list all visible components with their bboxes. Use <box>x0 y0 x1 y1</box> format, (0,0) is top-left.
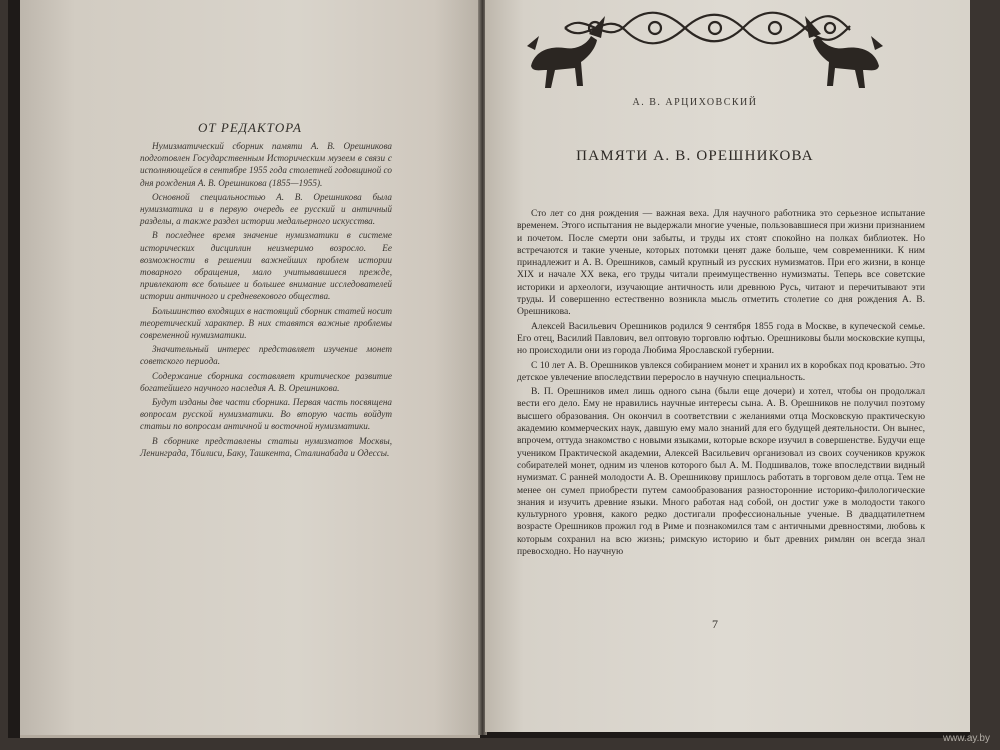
paragraph: Нумизматический сборник памяти А. В. Орешникова подготовлен Государственным Историческим музеем в связи с исполняющейся в сентябре 1955 года столетней годовщиной со дня рождения А. В. Орешникова (1855—1955). <box>140 141 392 188</box>
article-title: ПАМЯТИ А. В. ОРЕШНИКОВА <box>576 148 814 164</box>
paragraph: В последнее время значение нумизматики в системе исторических дисциплин неизмеримо возросло. Ее возможности в решении важнейших проблем истории товарного обращения, мало учитывавшиеся прежде, привлекают все большее и большее внимание исследователей истории античного и средневекового общества. <box>140 230 392 302</box>
paragraph: Большинство входящих в настоящий сборник статей носит теоретический характер. В них ставятся важные проблемы современной нумизматики. <box>140 305 392 341</box>
editor-text <box>140 140 392 461</box>
paragraph: Алексей Васильевич Орешников родился 9 сентября 1855 года в Москве, в купеческой семье. Его отец, Василий Павлович, вел оптовую торговлю юфтью. Орешниковы были московские купцы, но происходили они из города Любима Ярославской губернии. <box>517 320 925 357</box>
right-page <box>485 0 970 732</box>
paragraph: С 10 лет А. В. Орешников увлекся собиранием монет и хранил их в коробках под кроватью. Это детское увлечение впоследствии переросло в научную специальность. <box>517 359 925 383</box>
left-page <box>20 0 480 738</box>
page-number: 7 <box>712 617 718 631</box>
watermark: www.ay.by <box>942 733 990 744</box>
paragraph: В. П. Орешников имел лишь одного сына (были еще дочери) и хотел, чтобы он продолжал вести его дело. Ему не нравились научные интересы сына. А. В. Орешников не получил поэтому высшего образования. Он окончил в соответствии с желаниями отца Московскую практическую академию коммерческих наук, давшую ему мало знаний для его будущей деятельности. Он вынес, впрочем, оттуда знакомство с новыми языками, которые вскоре изучил в совершенстве. Будучи еще учеником Практической академии, Алексей Васильевич организовал из своих соучеников кружок собирателей монет, одним из членов которого был А. М. Подшивалов, тоже впоследствии видный нумизмат. С ранней молодости А. В. Орешникову пришлось работать в торговом деле отца. Тем не менее он сумел приобрести путем самообразования разносторонние историко-филологические знания и изучить древние языки. Много работая над собой, он достиг уже в молодости такого культурного уровня, какого редко достигали профессиональные ученые. В двадцатилетнем возрасте Орешников прожил год в Риме и познакомился там с античными древностями, любовь к которым сохранил на всю жизнь; римскую историю и быт древних римлян он всегда знал превосходно. Но научную <box>517 386 925 558</box>
paragraph: Содержание сборника составляет критическое развитие богатейшего научного наследия А. В. Орешникова. <box>140 370 392 393</box>
editor-heading: ОТ РЕДАКТОРА <box>198 120 302 135</box>
paragraph: Значительный интерес представляет изучение монет советского периода. <box>140 344 392 367</box>
paragraph: Будут изданы две части сборника. Первая часть посвящена вопросам русской нумизматики. Во вторую часть войдут статьи по вопросам античной и восточной нумизматики. <box>140 397 392 432</box>
ornamental-headpiece <box>525 6 885 94</box>
paragraph: В сборнике представлены статьи нумизматов Москвы, Ленинграда, Тбилиси, Баку, Ташкента, Сталинабада и Одессы. <box>140 435 392 458</box>
article-text <box>517 208 925 560</box>
book-spread <box>8 0 970 738</box>
author-name: А. В. АРЦИХОВСКИЙ <box>632 97 758 108</box>
paragraph: Сто лет со дня рождения — важная веха. Для научного работника это серьезное испытание временем. Этого испытания не выдержали многие ученые, пользовавшиеся при жизни признанием и почетом. После смерти они забыты, и труды их стоят спокойно на полках библиотек. Но встречаются и такие ученые, которых потомки ценят даже больше, чем современники. К ним принадлежит и А. В. Орешников, самый крупный из русских нумизматов. При его жизни, в конце XIX и начале XX века, его труды читали преимущественно нумизматы. Теперь все советские историки и археологи, изучающие античность или древнюю Русь, читают и перечитывают эти труды. И совершенно естественно возникла мысль отметить столетие со дня рождения А. В. Орешникова. <box>517 208 925 318</box>
paragraph: Основной специальностью А. В. Орешникова была нумизматика и в первую очередь ее русский и античный разделы, а также раздел истории медальерного искусства. <box>140 191 392 227</box>
